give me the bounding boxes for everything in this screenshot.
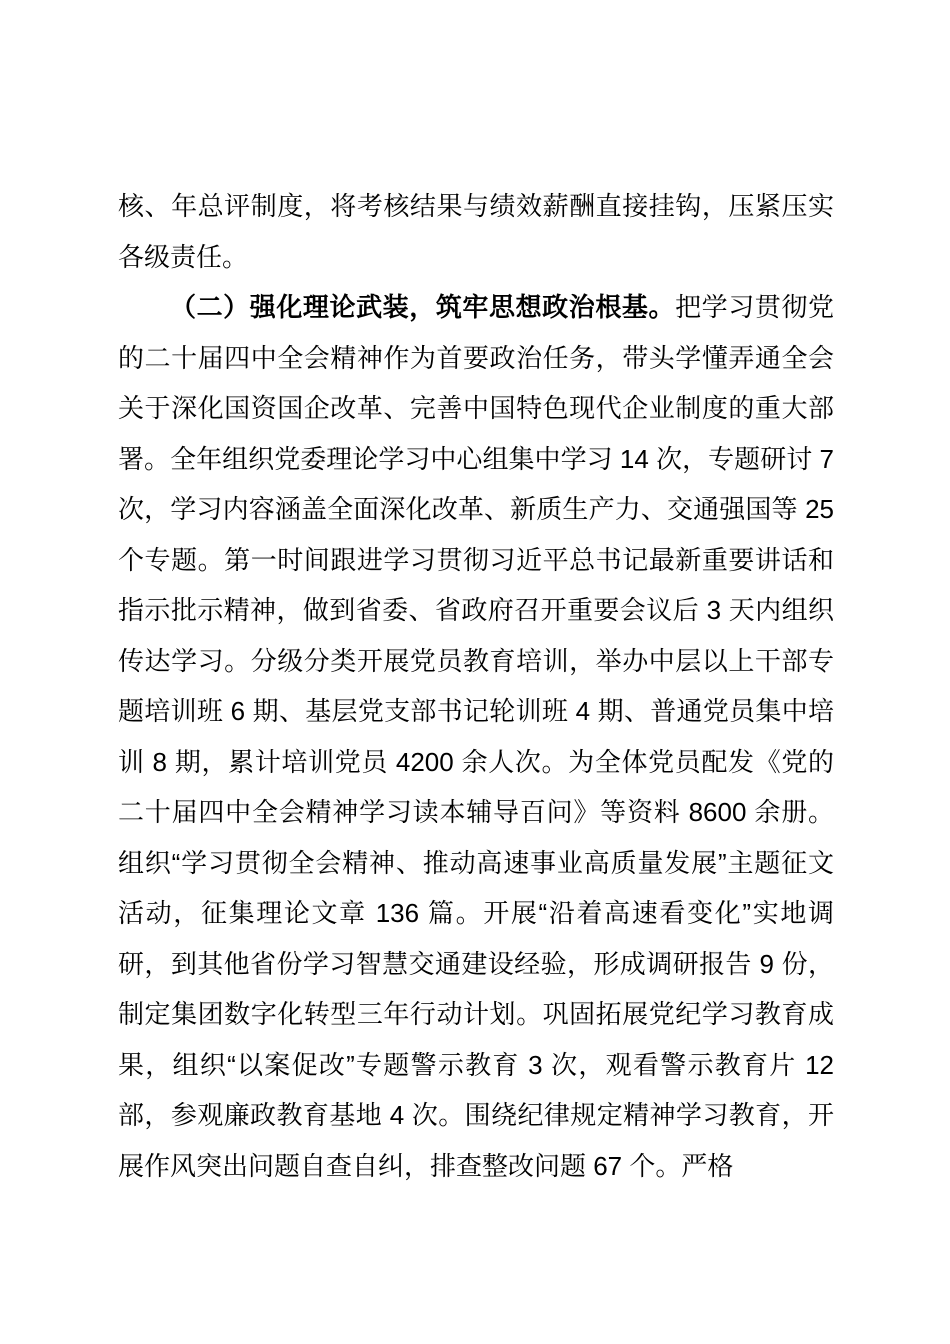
section-2-body-text: 把学习贯彻党的二十届四中全会精神作为首要政治任务，带头学懂弄通全会关于深化国资国企改革、完善中国特色现代企业制度的重大部署。全年组织党委理论学习中心组集中学习 14 次，专题研讨 7 次，学习内容涵盖全面深化改革、新质生产力、交通强国等 25 个专题。第一时间跟进学习贯彻习近平总书记最新重要讲话和指示批示精神，做到省委、省政府召开重要会议后 3 天内组织传达学习。分级分类开展党员教育培训，举办中层以上干部专题培训班 6 期、基层党支部书记轮训班 4 期、普通党员集中培训 8 期，累计培训党员 4200 余人次。为全体党员配发《党的二十届四中全会精神学习读本辅导百问》等资料 8600 余册。组织“学习贯彻全会精神、推动高速事业高质量发展”主题征文活动，征集理论文章 136 篇。开展“沿着高速看变化”实地调研，到其他省份学习智慧交通建设经验，形成调研报告 9 份，制定集团数字化转型三年行动计划。巩固拓展党纪学习教育成果，组织“以案促改”专题警示教育 3 次，观看警示教育片 12 部，参观廉政教育基地 4 次。围绕纪律规定精神学习教育，开展作风突出问题自查自纠，排查整改问题 67 个。严格 (118, 292, 834, 1181)
paragraph-continuation (118, 181, 834, 282)
paragraph-section-2 (118, 282, 834, 1191)
section-2-heading-bold: （二）强化理论武装，筑牢思想政治根基。 (170, 292, 676, 322)
paragraph-continuation-text: 核、年总评制度，将考核结果与绩效薪酬直接挂钩，压紧压实各级责任。 (118, 191, 834, 272)
